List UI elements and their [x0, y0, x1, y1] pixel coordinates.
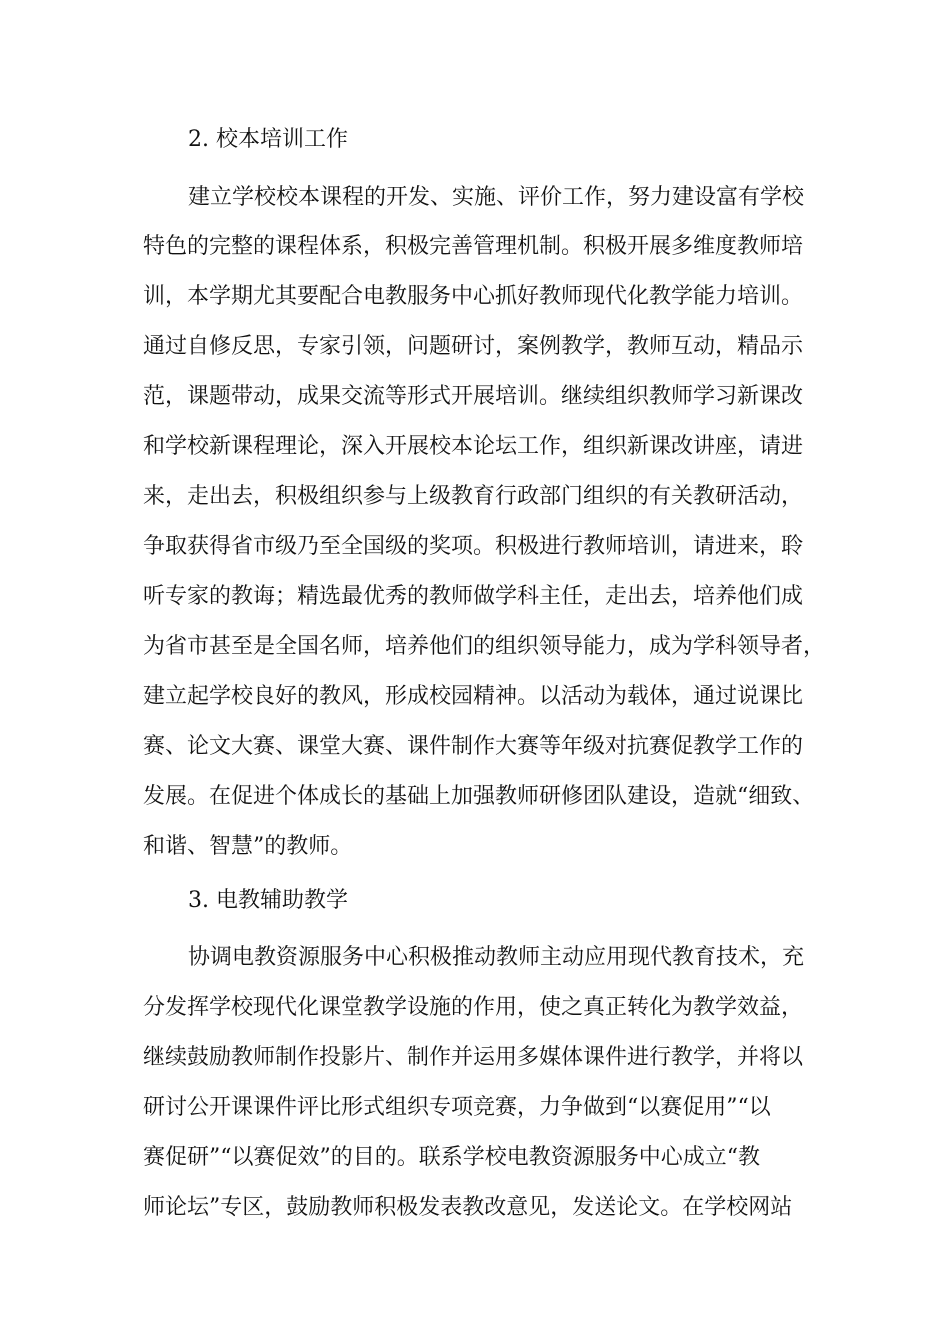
paragraph-line: 赛、论文大赛、课堂大赛、课件制作大赛等年级对抗赛促教学工作的: [143, 734, 804, 759]
paragraph-line: 协调电教资源服务中心积极推动教师主动应用现代教育技术，充: [188, 945, 805, 970]
paragraph-line: 赛促研”“以赛促效”的目的。联系学校电教资源服务中心成立“教: [143, 1145, 760, 1170]
paragraph-line: 建立学校校本课程的开发、实施、评价工作，努力建设富有学校: [188, 185, 805, 210]
paragraph-line: 听专家的教诲；精选最优秀的教师做学科主任，走出去，培养他们成: [143, 584, 804, 609]
paragraph-line: 和学校新课程理论，深入开展校本论坛工作，组织新课改讲座，请进: [143, 434, 804, 459]
paragraph-line: 发展。在促进个体成长的基础上加强教师研修团队建设，造就“细致、: [143, 784, 815, 809]
paragraph-line: 继续鼓励教师制作投影片、制作并运用多媒体课件进行教学，并将以: [143, 1045, 804, 1070]
paragraph-line: 特色的完整的课程体系，积极完善管理机制。积极开展多维度教师培: [143, 234, 804, 259]
paragraph-line: 争取获得省市级乃至全国级的奖项。积极进行教师培训，请进来，聆: [143, 534, 804, 559]
paragraph-line: 训，本学期尤其要配合电教服务中心抓好教师现代化教学能力培训。: [143, 284, 804, 309]
paragraph-line: 通过自修反思，专家引领，问题研讨，案例教学，教师互动，精品示: [143, 334, 804, 359]
paragraph-line: 为省市甚至是全国名师，培养他们的组织领导能力，成为学科领导者，: [143, 634, 826, 659]
paragraph-line: 来，走出去，积极组织参与上级教育行政部门组织的有关教研活动，: [143, 484, 804, 509]
paragraph-line: 和谐、智慧”的教师。: [143, 834, 353, 859]
paragraph-line: 建立起学校良好的教风，形成校园精神。以活动为载体，通过说课比: [143, 684, 804, 709]
section-3-heading: 3. 电教辅助教学: [188, 888, 348, 913]
paragraph-line: 师论坛”专区，鼓励教师积极发表教改意见，发送论文。在学校网站: [143, 1195, 793, 1220]
section-2-heading: 2. 校本培训工作: [188, 127, 348, 152]
paragraph-line: 范，课题带动，成果交流等形式开展培训。继续组织教师学习新课改: [143, 384, 804, 409]
paragraph-line: 研讨公开课课件评比形式组织专项竞赛，力争做到“以赛促用”“以: [143, 1095, 771, 1120]
paragraph-line: 分发挥学校现代化课堂教学设施的作用，使之真正转化为教学效益，: [143, 995, 804, 1020]
